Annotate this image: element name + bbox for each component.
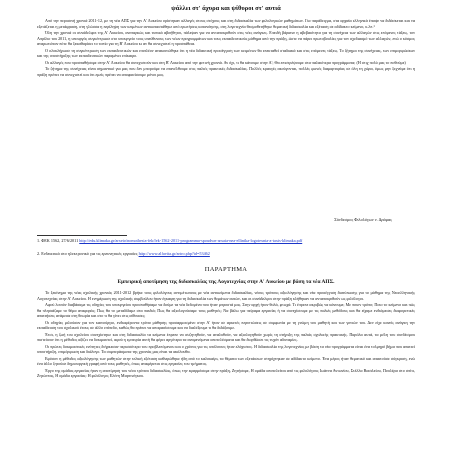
footnote-number: 1. xyxy=(37,238,41,243)
footnote-link[interactable]: http://www.alfavita.gr/artro.php?id=53462 xyxy=(138,251,210,256)
intro-paragraph: Το ζήτημα της συνέχειας είναι σημαντικό για μας που δεν μπορούμε να επανέλθουμε στις παλιές πρακτικές διδασκαλίας. Πολλές κραυγές ακούγονται, πολλές φωνές διαμαρτυρίας σε όλη τη χώρα, όμως μην ξεχνάμε ότι η πράξη πρέπει να συνεχιστεί και ότι εμείς πρέπει να αποφασίσουμε μόνοι μας. xyxy=(37,66,415,77)
appendix-paragraph: Εφόσον η μέθοδος αξιολόγησης των μαθητών στην τελική εξέταση καθιερώθηκε ήδη από το καλοκαίρι, τα θέματα των εξετάσεων στηρίχτηκαν σε αδίδακτο κείμενο. Ένα μέρος ήταν θεματικό και απαιτούσε σύγκριση, ενώ ένα άλλο ζητούσε δημιουργική γραφή από τους μαθητές, όπως αναφέρεται στις εργασίες του τμήματος. xyxy=(37,355,415,366)
intro-paragraph: Από την περυσινή χρονιά 2011-12, με τη νέα ΑΠΣ για την Α' Λυκείου ορίστηκαν αλλαγές στους στόχους και στη διδασκαλία των φιλολογικών μαθημάτων. Για παράδειγμα, στα αρχαία ελληνικά έπαψε να διδάσκεται και να εξετάζεται η μετάφραση, στη γλώσσα η περίληψη των κειμένων αντικαταστάθηκε από ερωτήσεις κατανόησης, στη λογοτεχνία θεσμοθετήθηκε θεματική διδασκαλία και εξέταση σε αδίδακτο κείμενο, κ.λπ.¹ xyxy=(37,18,415,29)
signature: Σύνδεσμος Φιλολόγων ν. Δράμας xyxy=(334,217,392,222)
appendix-paragraph: Έτσι, η ζωή του σχολείου συνεχίστηκε και στη διδασκαλία τα κείμενα έπρεπε να συζητηθούν, να αναλυθούν, να αξιολογηθούν χωρίς τη στήριξη της παλιάς σχολικής πρακτικής. Παρόλα αυτά, τα μέλη του συνδέσμου πιστεύουν ότι η μέθοδος αξίζει να δοκιμαστεί, αφού η εμπειρία αυτή θα φέρει αργότερα τα αναμενόμενα αποτελέσματα και θα διορθώσει τις τυχόν αδυναμίες. xyxy=(37,331,415,342)
appendix-paragraph: Οι οδηγίες μιλούσαν για τον καινούργιο, ενδιαφέροντα τρόπο μάθησης προσαρμοσμένο στην Α' ήταν σε αρκετές περιπτώσεις σε συμφωνία με τη γνώμη του μαθητή και των γονιών του. Δεν είχε κανείς ανάγκη την εκπαίδευση του σχολικού έτους σε άλλο επίπεδο, καθώς θα πρέπει να αποφασίσουμε και να διαλέξουμε τι θα διδάξουμε. xyxy=(37,319,415,330)
intro-paragraph: Ο ολοκλήρωσε τη συγκέντρωση των εκπαιδευτικών και επιπλέον ανακοινώθηκε ότι η νέα διδακτική προσέγγιση των κειμένων θα επεκταθεί σταδιακά και στις επόμενες τάξεις. Το ζήτημα της συνέχειας, των επιμορφώσεων και της υποστήριξης των εκπαιδευτικών παραμένει επίκαιρο. xyxy=(37,47,415,58)
intro-paragraph: Όλη την χρονιά οι συνάδελφοι της Α' Λυκείου, ανεπαρκώς και τυπικά αβοήθητοι, πάλεψαν για να ανταποκριθούν στις νέες ανάγκες. Επειδή βάραινε η αβεβαιότητα για τη συνέχεια των αλλαγών στις επόμενες τάξεις, τον Απρίλιο του 2011, η υπουργός συγκέντρωσε στο υπουργείο τους υπεύθυνους των νέων προγραμμάτων και τους εκπαιδευτικούς μάθημα από την πράξη, ώστε να πάρει πρωτοβουλίες για τον σχεδιασμό των αλλαγών, ενώ ο κόσμος αναρωτιόταν πότε θα ξεκαθαρίσει το τοπίο για τη Β' Λυκείου κι αν θα συνεχιστεί η προσπάθεια. xyxy=(37,30,415,46)
appendix-body xyxy=(37,290,415,448)
footnote-text: ΦΕΚ 1562, 27/6/2011 xyxy=(41,238,80,243)
appendix-paragraph: Οι πρώτες δοκιμαστικές ενότητες διήρκεσαν περισσότερο του προβλεπόμενου και ο χρόνος για τις υπόλοιπες ήταν ελάχιστος. Η διδασκαλία της λογοτεχνίας με βάση τα νέα προγράμματα είναι ένα τολμηρό βήμα που απαιτεί υποστήριξη, επιμόρφωση και διάλογο. Τα συμπεράσματα της χρονιάς μας είναι τα ακόλουθα. xyxy=(37,343,415,354)
footnote-number: 2. xyxy=(37,251,41,256)
appendix-heading: ΠΑΡΑΡΤΗΜΑ xyxy=(204,266,248,273)
footnote-divider xyxy=(37,235,127,236)
appendix-subheading: Εμπειρική αποτίμηση της διδασκαλίας της Λογοτεχνίας στην Α' Λυκείου με βάση τα νέα ΑΠΣ. xyxy=(117,279,335,285)
footnote-2 xyxy=(37,251,427,257)
appendix-paragraph: Έργο της ομάδας εργασίας ήταν η αποτίμηση του νέου τρόπου διδασκαλίας, όπως την εφαρμόσαμε στην πράξη, Ζητήσαμε, Η ομάδα αποτελείται από τις φιλολόγους Ιωάννα Αντωνίου, Στέλλα Βασιλείου, Πουλέρα στο σπίτι, Ζητώντας, Η ομάδα εργασίας: Η φιλόλογος Ελένη Μαρτινέγκου. xyxy=(37,367,415,378)
footnote-link[interactable]: http://edu.klimaka.gr/arxeio/nomothesia-fek/fek-1562-2011-programma-spoudwn-arxaia-nea-ellinika-logotexnia-a-taxis-klimaka.pdf xyxy=(79,238,303,243)
document-title: ψάλλει στ' άχυρα και ψίθυροι στ' αυτιά xyxy=(171,5,281,12)
intro-body xyxy=(37,18,415,216)
intro-paragraph: Οι αλλαγές που προσπαθήσαμε στην Α' Λυκείου θα συνεχιστούν και στη Β' Λυκείου από την φετινή χρονιά. Αν όχι, τι θα κάνουμε στην Α'; Θα επιστρέψουμε στα παλαιότερα προγράμματα; (Η στιχ πολύ μας το ποθούμε) xyxy=(45,59,406,65)
appendix-paragraph: Αφού λοιπόν διαβάσαμε τις οδηγίες του υπουργείου προσπαθήσαμε να δούμε τα νέα δεδομένα που ήταν μπροστά μας. Στην αρχή ήταν θολά, φτωχά. Τι έπρεπε ακριβώς να κάνουμε; Με ποιον τρόπο; Ποιο το κείμενο και πώς θα πλησιάζαμε το θέμα αναφοράς; Πως θα το μεταδίδαμε στα παιδιά; Πως θα αξιολογούσαμε τους μαθητές; Να βάλω για πείραμα εργασίες ή να συνεχίσουμε με τις παλιές μεθόδους και θα είχαμε ενδιάμεσες διαφορετικές απαιτήσεις ανάμεσα στη θεωρία και στο τι θα γίνει στις αίθουσες; xyxy=(37,302,415,318)
footnote-1 xyxy=(37,238,427,244)
footnote-text: Ενδεικτικά στο ηλεκτρονικό για τις ερευνητικές εργασίες xyxy=(41,251,139,256)
appendix-paragraph: Το ξεκίνημα της νέας σχολικής χρονιάς 2011-2012 βρήκε τους φιλολόγους αντιμέτωπους με νέα αντικείμενα διδασκαλίας, νέους τρόπους αξιολόγησης και νέα προσέγγιση διατύπωσης για το μάθημα της Νεοελληνικής Λογοτεχνίας στην Α' Λυκείου. Η ενημέρωση της σχολικής συμβούλου ήταν έγκαιρη για τη διδασκαλία των θεμάτων αυτών, και οι συνάδελφοι στην πράξη κλήθηκαν να ανταποκριθούν ως φιλόλογοι. xyxy=(37,290,415,301)
